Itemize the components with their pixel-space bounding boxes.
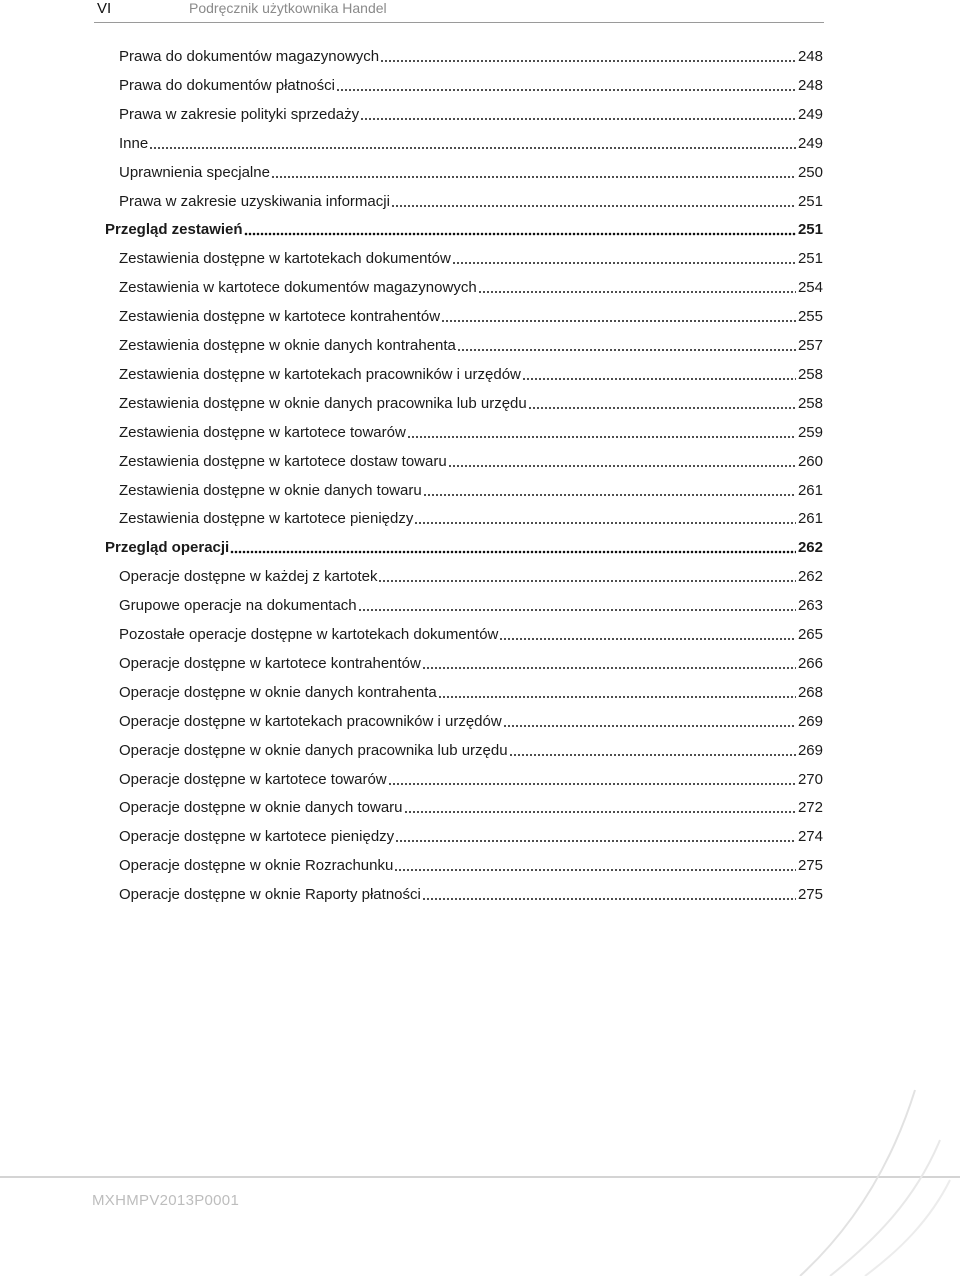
- toc-entry-label: Zestawienia dostępne w kartotekach pracowników i urzędów: [119, 365, 521, 383]
- toc-page-number: 249: [797, 134, 823, 152]
- toc-page-number: 258: [797, 394, 823, 412]
- toc-entry-label: Grupowe operacje na dokumentach: [119, 597, 357, 615]
- toc-entry-label: Zestawienia dostępne w kartotekach dokumentów: [119, 250, 451, 268]
- toc-entry[interactable]: [119, 880, 823, 904]
- toc-entry-label: Operacje dostępne w oknie Rozrachunku: [119, 857, 394, 875]
- toc-page-number: 261: [797, 510, 823, 528]
- toc-dot-leader: [391, 204, 796, 208]
- toc-entry-label: Operacje dostępne w każdej z kartotek: [119, 568, 378, 586]
- toc-section-entry[interactable]: [105, 533, 823, 557]
- toc-dot-leader: [394, 868, 796, 872]
- toc-entry[interactable]: [119, 129, 823, 153]
- toc-page-number: 248: [797, 48, 823, 65]
- toc-entry[interactable]: [119, 591, 823, 615]
- toc-dot-leader: [388, 782, 796, 786]
- toc-dot-leader: [438, 695, 796, 699]
- toc-entry[interactable]: [119, 707, 823, 731]
- toc-dot-leader: [509, 753, 796, 757]
- toc-page-number: 251: [797, 221, 823, 239]
- toc-page-number: 266: [797, 654, 823, 672]
- toc-entry-label: Operacje dostępne w oknie danych towaru: [119, 799, 403, 817]
- document-code: MXHMPV2013P0001: [92, 1192, 240, 1209]
- toc-entry-label: Przegląd operacji: [105, 539, 230, 557]
- toc-entry[interactable]: [119, 504, 823, 528]
- toc-dot-leader: [358, 608, 796, 612]
- toc-page-number: 272: [797, 799, 823, 817]
- toc-dot-leader: [423, 493, 796, 497]
- toc-entry-label: Zestawienia dostępne w oknie danych kontrahenta: [119, 337, 456, 354]
- toc-dot-leader: [499, 637, 796, 641]
- toc-entry[interactable]: [119, 302, 823, 326]
- toc-page-number: 260: [797, 452, 823, 470]
- toc-entry[interactable]: [119, 244, 823, 268]
- toc-entry-label: Pozostałe operacje dostępne w kartotekach dokumentów: [119, 626, 499, 643]
- toc-entry[interactable]: [119, 562, 823, 586]
- toc-entry-label: Operacje dostępne w oknie danych kontrahenta: [119, 683, 437, 701]
- toc-dot-leader: [230, 550, 796, 554]
- toc-entry[interactable]: [119, 765, 823, 789]
- toc-entry[interactable]: [119, 447, 823, 471]
- toc-page-number: 257: [797, 337, 823, 354]
- toc-entry-label: Operacje dostępne w oknie Raporty płatności: [119, 886, 421, 904]
- toc-entry-label: Operacje dostępne w oknie danych pracownika lub urzędu: [119, 741, 508, 759]
- toc-entry[interactable]: [119, 620, 823, 644]
- toc-page-number: 265: [797, 626, 823, 643]
- toc-dot-leader: [414, 521, 796, 525]
- toc-page-number: 251: [797, 250, 823, 268]
- toc-page-number: 269: [797, 712, 823, 730]
- toc-dot-leader: [457, 348, 796, 352]
- toc-entry[interactable]: [119, 418, 823, 442]
- toc-entry[interactable]: [119, 736, 823, 760]
- toc-dot-leader: [407, 435, 796, 439]
- toc-entry-label: Prawa do dokumentów magazynowych: [119, 48, 380, 65]
- toc-entry[interactable]: [119, 389, 823, 413]
- toc-entry-label: Inne: [119, 134, 149, 152]
- toc-entry-label: Zestawienia dostępne w oknie danych pracownika lub urzędu: [119, 394, 527, 412]
- toc-section-entry[interactable]: [105, 215, 823, 239]
- toc-page-number: 258: [797, 365, 823, 383]
- toc-page-number: 262: [797, 568, 823, 586]
- toc-entry[interactable]: [119, 71, 823, 95]
- toc-dot-leader: [404, 810, 796, 814]
- toc-entry-label: Zestawienia dostępne w kartotece kontrahentów: [119, 308, 441, 326]
- toc-entry-label: Prawa w zakresie polityki sprzedaży: [119, 105, 360, 123]
- toc-dot-leader: [378, 579, 795, 583]
- toc-entry-label: Operacje dostępne w kartotece pieniędzy: [119, 828, 395, 846]
- toc-entry-label: Zestawienia dostępne w kartotece dostaw towaru: [119, 452, 447, 470]
- decorative-swoosh-icon: [780, 1080, 960, 1276]
- toc-dot-leader: [422, 897, 796, 901]
- toc-dot-leader: [452, 261, 796, 265]
- toc-entry-label: Zestawienia dostępne w oknie danych towaru: [119, 481, 422, 499]
- toc-dot-leader: [244, 232, 796, 236]
- toc-entry-label: Prawa w zakresie uzyskiwania informacji: [119, 192, 390, 210]
- toc-entry[interactable]: [119, 187, 823, 211]
- toc-dot-leader: [503, 724, 796, 728]
- toc-dot-leader: [528, 406, 796, 410]
- toc-entry[interactable]: [119, 678, 823, 702]
- toc-page-number: 250: [797, 163, 823, 181]
- toc-entry[interactable]: [119, 158, 823, 182]
- toc-page-number: 248: [797, 76, 823, 94]
- toc-entry[interactable]: [119, 476, 823, 500]
- toc-entry[interactable]: [119, 822, 823, 846]
- toc-entry-label: Prawa do dokumentów płatności: [119, 76, 335, 94]
- toc-dot-leader: [271, 175, 796, 179]
- toc-page-number: 275: [797, 857, 823, 875]
- toc-entry-label: Zestawienia dostępne w kartotece pieniędzy: [119, 510, 414, 528]
- toc-entry[interactable]: [119, 331, 823, 355]
- toc-dot-leader: [448, 464, 796, 468]
- toc-dot-leader: [522, 377, 796, 381]
- toc-entry-label: Operacje dostępne w kartotekach pracowników i urzędów: [119, 712, 502, 730]
- toc-entry-label: Operacje dostępne w kartotece kontrahentów: [119, 654, 421, 672]
- toc-page-number: 259: [797, 423, 823, 441]
- toc-page-number: 270: [797, 770, 823, 788]
- toc-entry[interactable]: [119, 360, 823, 384]
- toc-page-number: 269: [797, 741, 823, 759]
- toc-entry-label: Uprawnienia specjalne: [119, 163, 270, 181]
- toc-dot-leader: [380, 59, 796, 63]
- toc-entry-label: Przegląd zestawień: [105, 221, 243, 239]
- toc-page-number: 249: [797, 105, 823, 123]
- toc-page-number: 255: [797, 308, 823, 326]
- toc-dot-leader: [478, 290, 796, 294]
- toc-dot-leader: [441, 319, 796, 323]
- toc-page-number: 254: [797, 279, 823, 297]
- toc-entry-label: Zestawienia w kartotece dokumentów magazynowych: [119, 279, 477, 297]
- toc-page-number: 274: [797, 828, 823, 846]
- toc-entry[interactable]: [119, 273, 823, 297]
- toc-entry[interactable]: [119, 649, 823, 673]
- page-number: VI: [97, 0, 112, 17]
- toc-page-number: 261: [797, 481, 823, 499]
- toc-entry-label: Zestawienia dostępne w kartotece towarów: [119, 423, 406, 441]
- toc-dot-leader: [395, 839, 796, 843]
- toc-entry[interactable]: [119, 100, 823, 124]
- toc-dot-leader: [360, 117, 796, 121]
- toc-entry-label: Operacje dostępne w kartotece towarów: [119, 770, 387, 788]
- toc-entry[interactable]: [119, 793, 823, 817]
- toc-dot-leader: [336, 88, 796, 92]
- toc-page-number: 262: [797, 539, 823, 557]
- toc-entry[interactable]: [119, 42, 823, 66]
- document-title: Podręcznik użytkownika Handel: [189, 0, 387, 16]
- page-header: [94, 0, 824, 23]
- toc-dot-leader: [149, 146, 796, 150]
- toc-page-number: 275: [797, 886, 823, 904]
- toc-page-number: 263: [797, 597, 823, 615]
- toc-page-number: 268: [797, 683, 823, 701]
- toc-page-number: 251: [797, 192, 823, 210]
- toc-dot-leader: [422, 666, 796, 670]
- toc-entry[interactable]: [119, 851, 823, 875]
